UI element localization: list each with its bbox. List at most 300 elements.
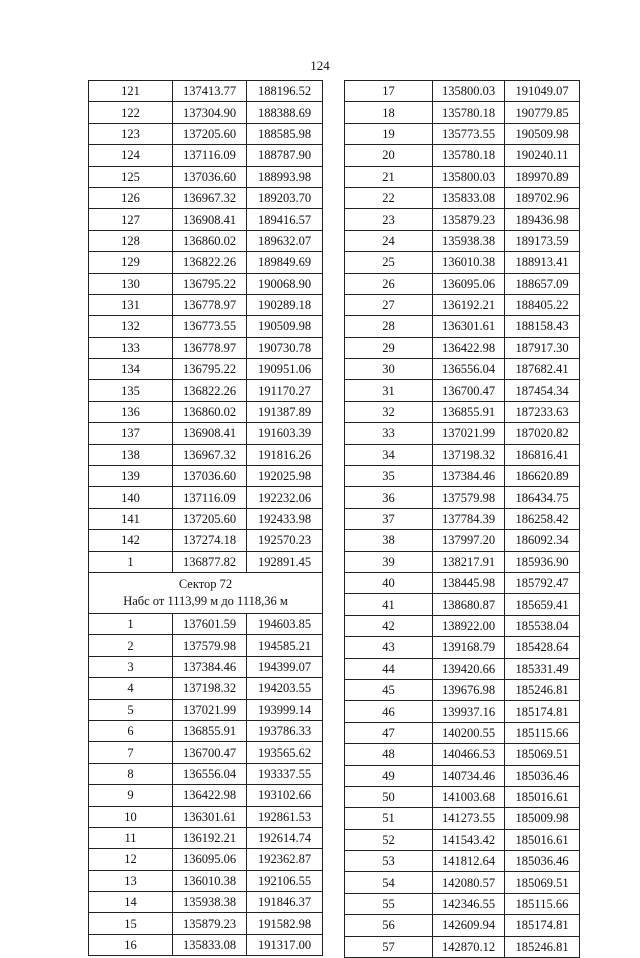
x-coordinate-cell: 137116.09 — [173, 145, 247, 166]
y-coordinate-cell: 188657.09 — [505, 273, 580, 294]
table-row — [89, 444, 323, 465]
y-coordinate-cell: 185016.61 — [505, 829, 580, 850]
x-coordinate-cell: 136967.32 — [173, 444, 247, 465]
table-row — [89, 613, 323, 634]
table-row — [89, 466, 323, 487]
sector-header-row — [89, 572, 323, 613]
table-row — [89, 81, 323, 102]
x-coordinate-cell: 135879.23 — [433, 209, 505, 230]
y-coordinate-cell: 185115.66 — [505, 722, 580, 743]
y-coordinate-cell: 185016.61 — [505, 786, 580, 807]
table-row — [345, 572, 580, 593]
y-coordinate-cell: 192106.55 — [247, 870, 323, 891]
x-coordinate-cell: 136795.22 — [173, 273, 247, 294]
x-coordinate-cell: 136422.98 — [173, 785, 247, 806]
x-coordinate-cell: 136010.38 — [173, 870, 247, 891]
y-coordinate-cell: 189173.59 — [505, 230, 580, 251]
x-coordinate-cell: 140200.55 — [433, 722, 505, 743]
y-coordinate-cell: 190509.98 — [247, 316, 323, 337]
point-number-cell: 5 — [89, 699, 173, 720]
table-row — [345, 466, 580, 487]
table-row — [89, 487, 323, 508]
point-number-cell: 24 — [345, 230, 433, 251]
x-coordinate-cell: 137198.32 — [173, 678, 247, 699]
x-coordinate-cell: 138445.98 — [433, 572, 505, 593]
table-row — [345, 230, 580, 251]
coordinates-table-right — [344, 80, 580, 958]
x-coordinate-cell: 135938.38 — [173, 892, 247, 913]
y-coordinate-cell: 191170.27 — [247, 380, 323, 401]
point-number-cell: 35 — [345, 466, 433, 487]
x-coordinate-cell: 137784.39 — [433, 508, 505, 529]
table-row — [345, 294, 580, 315]
y-coordinate-cell: 193999.14 — [247, 699, 323, 720]
sector-title: Сектор 72 — [178, 576, 233, 591]
y-coordinate-cell: 190951.06 — [247, 359, 323, 380]
table-row — [345, 337, 580, 358]
y-coordinate-cell: 191816.26 — [247, 444, 323, 465]
y-coordinate-cell: 188405.22 — [505, 294, 580, 315]
point-number-cell: 32 — [345, 401, 433, 422]
table-row — [345, 252, 580, 273]
table-row — [345, 508, 580, 529]
table-row — [345, 786, 580, 807]
table-row — [89, 934, 323, 955]
table-row — [89, 380, 323, 401]
point-number-cell: 42 — [345, 615, 433, 636]
y-coordinate-cell: 188993.98 — [247, 166, 323, 187]
table-row — [345, 615, 580, 636]
table-row — [345, 722, 580, 743]
table-row — [89, 806, 323, 827]
y-coordinate-cell: 191049.07 — [505, 81, 580, 102]
table-row — [89, 635, 323, 656]
y-coordinate-cell: 191846.37 — [247, 892, 323, 913]
y-coordinate-cell: 185538.04 — [505, 615, 580, 636]
y-coordinate-cell: 185174.81 — [505, 915, 580, 936]
y-coordinate-cell: 188388.69 — [247, 102, 323, 123]
x-coordinate-cell: 137205.60 — [173, 123, 247, 144]
y-coordinate-cell: 194203.55 — [247, 678, 323, 699]
point-number-cell: 52 — [345, 829, 433, 850]
y-coordinate-cell: 185069.51 — [505, 744, 580, 765]
point-number-cell: 27 — [345, 294, 433, 315]
x-coordinate-cell: 136095.06 — [433, 273, 505, 294]
y-coordinate-cell: 187454.34 — [505, 380, 580, 401]
x-coordinate-cell: 138680.87 — [433, 594, 505, 615]
table-row — [345, 701, 580, 722]
point-number-cell: 13 — [89, 870, 173, 891]
table-row — [345, 273, 580, 294]
x-coordinate-cell: 142346.55 — [433, 893, 505, 914]
y-coordinate-cell: 186092.34 — [505, 530, 580, 551]
y-coordinate-cell: 189632.07 — [247, 230, 323, 251]
table-row — [345, 487, 580, 508]
x-coordinate-cell: 141273.55 — [433, 808, 505, 829]
x-coordinate-cell: 136860.02 — [173, 401, 247, 422]
y-coordinate-cell: 188913.41 — [505, 252, 580, 273]
x-coordinate-cell: 137036.60 — [173, 466, 247, 487]
table-row — [345, 744, 580, 765]
point-number-cell: 131 — [89, 294, 173, 315]
table-row — [345, 380, 580, 401]
y-coordinate-cell: 192433.98 — [247, 508, 323, 529]
y-coordinate-cell: 193337.55 — [247, 763, 323, 784]
point-number-cell: 17 — [345, 81, 433, 102]
point-number-cell: 28 — [345, 316, 433, 337]
x-coordinate-cell: 136855.91 — [173, 720, 247, 741]
point-number-cell: 21 — [345, 166, 433, 187]
y-coordinate-cell: 188585.98 — [247, 123, 323, 144]
point-number-cell: 137 — [89, 423, 173, 444]
table-row — [89, 827, 323, 848]
x-coordinate-cell: 136860.02 — [173, 230, 247, 251]
y-coordinate-cell: 185069.51 — [505, 872, 580, 893]
y-coordinate-cell: 187020.82 — [505, 423, 580, 444]
point-number-cell: 55 — [345, 893, 433, 914]
table-row — [89, 699, 323, 720]
y-coordinate-cell: 187682.41 — [505, 359, 580, 380]
y-coordinate-cell: 187917.30 — [505, 337, 580, 358]
table-row — [345, 658, 580, 679]
sector-subtitle: Набс от 1113,99 м до 1118,36 м — [123, 593, 288, 608]
x-coordinate-cell: 135800.03 — [433, 81, 505, 102]
x-coordinate-cell: 137274.18 — [173, 530, 247, 551]
x-coordinate-cell: 136795.22 — [173, 359, 247, 380]
x-coordinate-cell: 142609.94 — [433, 915, 505, 936]
y-coordinate-cell: 192025.98 — [247, 466, 323, 487]
point-number-cell: 133 — [89, 337, 173, 358]
y-coordinate-cell: 191603.39 — [247, 423, 323, 444]
x-coordinate-cell: 140466.53 — [433, 744, 505, 765]
table-row — [345, 401, 580, 422]
point-number-cell: 49 — [345, 765, 433, 786]
table-row — [345, 102, 580, 123]
table-row — [89, 508, 323, 529]
point-number-cell: 45 — [345, 679, 433, 700]
table-row — [345, 316, 580, 337]
table-row — [89, 209, 323, 230]
point-number-cell: 8 — [89, 763, 173, 784]
point-number-cell: 22 — [345, 187, 433, 208]
table-row — [345, 166, 580, 187]
x-coordinate-cell: 135780.18 — [433, 102, 505, 123]
table-row — [345, 145, 580, 166]
x-coordinate-cell: 139420.66 — [433, 658, 505, 679]
sector-header-cell — [89, 572, 323, 613]
point-number-cell: 48 — [345, 744, 433, 765]
table-row — [89, 551, 323, 572]
table-row — [89, 316, 323, 337]
y-coordinate-cell: 186816.41 — [505, 444, 580, 465]
point-number-cell: 139 — [89, 466, 173, 487]
point-number-cell: 7 — [89, 742, 173, 763]
x-coordinate-cell: 135780.18 — [433, 145, 505, 166]
x-coordinate-cell: 136095.06 — [173, 849, 247, 870]
table-row — [89, 892, 323, 913]
table-row — [89, 337, 323, 358]
table-row — [345, 679, 580, 700]
point-number-cell: 10 — [89, 806, 173, 827]
x-coordinate-cell: 139937.16 — [433, 701, 505, 722]
point-number-cell: 18 — [345, 102, 433, 123]
table-row — [89, 401, 323, 422]
x-coordinate-cell: 137205.60 — [173, 508, 247, 529]
point-number-cell: 136 — [89, 401, 173, 422]
table-row — [345, 530, 580, 551]
y-coordinate-cell: 193102.66 — [247, 785, 323, 806]
point-number-cell: 29 — [345, 337, 433, 358]
y-coordinate-cell: 192891.45 — [247, 551, 323, 572]
x-coordinate-cell: 136822.26 — [173, 380, 247, 401]
x-coordinate-cell: 136422.98 — [433, 337, 505, 358]
x-coordinate-cell: 137601.59 — [173, 613, 247, 634]
table-row — [345, 123, 580, 144]
point-number-cell: 135 — [89, 380, 173, 401]
point-number-cell: 20 — [345, 145, 433, 166]
point-number-cell: 138 — [89, 444, 173, 465]
x-coordinate-cell: 136877.82 — [173, 551, 247, 572]
point-number-cell: 31 — [345, 380, 433, 401]
x-coordinate-cell: 136192.21 — [173, 827, 247, 848]
table-row — [345, 594, 580, 615]
point-number-cell: 4 — [89, 678, 173, 699]
table-row — [345, 423, 580, 444]
y-coordinate-cell: 188158.43 — [505, 316, 580, 337]
point-number-cell: 23 — [345, 209, 433, 230]
x-coordinate-cell: 136556.04 — [173, 763, 247, 784]
x-coordinate-cell: 135833.08 — [173, 934, 247, 955]
point-number-cell: 25 — [345, 252, 433, 273]
table-row — [89, 785, 323, 806]
x-coordinate-cell: 137021.99 — [433, 423, 505, 444]
point-number-cell: 40 — [345, 572, 433, 593]
page-number: 124 — [310, 58, 330, 73]
table-row — [89, 187, 323, 208]
y-coordinate-cell: 194585.21 — [247, 635, 323, 656]
y-coordinate-cell: 192232.06 — [247, 487, 323, 508]
y-coordinate-cell: 190068.90 — [247, 273, 323, 294]
x-coordinate-cell: 136700.47 — [433, 380, 505, 401]
x-coordinate-cell: 137997.20 — [433, 530, 505, 551]
point-number-cell: 2 — [89, 635, 173, 656]
point-number-cell: 130 — [89, 273, 173, 294]
table-row — [89, 530, 323, 551]
y-coordinate-cell: 189702.96 — [505, 187, 580, 208]
point-number-cell: 37 — [345, 508, 433, 529]
point-number-cell: 11 — [89, 827, 173, 848]
y-coordinate-cell: 189203.70 — [247, 187, 323, 208]
point-number-cell: 124 — [89, 145, 173, 166]
table-row — [345, 444, 580, 465]
point-number-cell: 46 — [345, 701, 433, 722]
point-number-cell: 121 — [89, 81, 173, 102]
x-coordinate-cell: 142870.12 — [433, 936, 505, 957]
y-coordinate-cell: 192362.87 — [247, 849, 323, 870]
table-row — [345, 872, 580, 893]
y-coordinate-cell: 185331.49 — [505, 658, 580, 679]
x-coordinate-cell: 137116.09 — [173, 487, 247, 508]
point-number-cell: 12 — [89, 849, 173, 870]
x-coordinate-cell: 136822.26 — [173, 252, 247, 273]
table-row — [89, 166, 323, 187]
point-number-cell: 1 — [89, 613, 173, 634]
x-coordinate-cell: 137579.98 — [173, 635, 247, 656]
x-coordinate-cell: 137198.32 — [433, 444, 505, 465]
point-number-cell: 16 — [89, 934, 173, 955]
x-coordinate-cell: 136192.21 — [433, 294, 505, 315]
table-row — [345, 936, 580, 957]
table-row — [89, 230, 323, 251]
table-row — [89, 742, 323, 763]
point-number-cell: 47 — [345, 722, 433, 743]
point-number-cell: 128 — [89, 230, 173, 251]
point-number-cell: 39 — [345, 551, 433, 572]
x-coordinate-cell: 137579.98 — [433, 487, 505, 508]
x-coordinate-cell: 136908.41 — [173, 209, 247, 230]
y-coordinate-cell: 186434.75 — [505, 487, 580, 508]
point-number-cell: 30 — [345, 359, 433, 380]
point-number-cell: 38 — [345, 530, 433, 551]
y-coordinate-cell: 185036.46 — [505, 765, 580, 786]
y-coordinate-cell: 185936.90 — [505, 551, 580, 572]
table-row — [345, 637, 580, 658]
table-row — [345, 765, 580, 786]
table-row — [345, 209, 580, 230]
table-row — [89, 123, 323, 144]
y-coordinate-cell: 191317.00 — [247, 934, 323, 955]
x-coordinate-cell: 140734.46 — [433, 765, 505, 786]
x-coordinate-cell: 135938.38 — [433, 230, 505, 251]
point-number-cell: 134 — [89, 359, 173, 380]
y-coordinate-cell: 188787.90 — [247, 145, 323, 166]
x-coordinate-cell: 135773.55 — [433, 123, 505, 144]
x-coordinate-cell: 135833.08 — [433, 187, 505, 208]
y-coordinate-cell: 189970.89 — [505, 166, 580, 187]
y-coordinate-cell: 190240.11 — [505, 145, 580, 166]
y-coordinate-cell: 192614.74 — [247, 827, 323, 848]
point-number-cell: 126 — [89, 187, 173, 208]
y-coordinate-cell: 190509.98 — [505, 123, 580, 144]
x-coordinate-cell: 137413.77 — [173, 81, 247, 102]
y-coordinate-cell: 187233.63 — [505, 401, 580, 422]
x-coordinate-cell: 136778.97 — [173, 294, 247, 315]
point-number-cell: 123 — [89, 123, 173, 144]
x-coordinate-cell: 137384.46 — [433, 466, 505, 487]
table-row — [89, 763, 323, 784]
point-number-cell: 57 — [345, 936, 433, 957]
point-number-cell: 43 — [345, 637, 433, 658]
x-coordinate-cell: 135879.23 — [173, 913, 247, 934]
table-row — [345, 915, 580, 936]
y-coordinate-cell: 193565.62 — [247, 742, 323, 763]
y-coordinate-cell: 193786.33 — [247, 720, 323, 741]
y-coordinate-cell: 186258.42 — [505, 508, 580, 529]
point-number-cell: 53 — [345, 851, 433, 872]
y-coordinate-cell: 194603.85 — [247, 613, 323, 634]
point-number-cell: 6 — [89, 720, 173, 741]
table-row — [89, 870, 323, 891]
y-coordinate-cell: 191582.98 — [247, 913, 323, 934]
x-coordinate-cell: 136700.47 — [173, 742, 247, 763]
table-row — [345, 829, 580, 850]
coordinates-table-left — [88, 80, 323, 956]
y-coordinate-cell: 189849.69 — [247, 252, 323, 273]
x-coordinate-cell: 139676.98 — [433, 679, 505, 700]
x-coordinate-cell: 137384.46 — [173, 656, 247, 677]
x-coordinate-cell: 136855.91 — [433, 401, 505, 422]
point-number-cell: 34 — [345, 444, 433, 465]
x-coordinate-cell: 137304.90 — [173, 102, 247, 123]
y-coordinate-cell: 189416.57 — [247, 209, 323, 230]
x-coordinate-cell: 136773.55 — [173, 316, 247, 337]
x-coordinate-cell: 136010.38 — [433, 252, 505, 273]
y-coordinate-cell: 194399.07 — [247, 656, 323, 677]
x-coordinate-cell: 137021.99 — [173, 699, 247, 720]
y-coordinate-cell: 185659.41 — [505, 594, 580, 615]
point-number-cell: 9 — [89, 785, 173, 806]
x-coordinate-cell: 142080.57 — [433, 872, 505, 893]
table-row — [89, 273, 323, 294]
table-row — [345, 551, 580, 572]
x-coordinate-cell: 141543.42 — [433, 829, 505, 850]
x-coordinate-cell: 136908.41 — [173, 423, 247, 444]
x-coordinate-cell: 141003.68 — [433, 786, 505, 807]
point-number-cell: 132 — [89, 316, 173, 337]
table-row — [89, 678, 323, 699]
point-number-cell: 26 — [345, 273, 433, 294]
y-coordinate-cell: 186620.89 — [505, 466, 580, 487]
point-number-cell: 19 — [345, 123, 433, 144]
point-number-cell: 41 — [345, 594, 433, 615]
point-number-cell: 3 — [89, 656, 173, 677]
x-coordinate-cell: 136301.61 — [433, 316, 505, 337]
y-coordinate-cell: 185174.81 — [505, 701, 580, 722]
point-number-cell: 142 — [89, 530, 173, 551]
x-coordinate-cell: 138217.91 — [433, 551, 505, 572]
y-coordinate-cell: 188196.52 — [247, 81, 323, 102]
table-row — [89, 294, 323, 315]
y-coordinate-cell: 185792.47 — [505, 572, 580, 593]
y-coordinate-cell: 185428.64 — [505, 637, 580, 658]
y-coordinate-cell: 190779.85 — [505, 102, 580, 123]
point-number-cell: 56 — [345, 915, 433, 936]
table-row — [89, 102, 323, 123]
table-row — [89, 359, 323, 380]
table-row — [345, 808, 580, 829]
point-number-cell: 1 — [89, 551, 173, 572]
x-coordinate-cell: 139168.79 — [433, 637, 505, 658]
table-row — [89, 252, 323, 273]
table-row — [345, 893, 580, 914]
table-row — [89, 423, 323, 444]
point-number-cell: 125 — [89, 166, 173, 187]
y-coordinate-cell: 192570.23 — [247, 530, 323, 551]
y-coordinate-cell: 185115.66 — [505, 893, 580, 914]
point-number-cell: 141 — [89, 508, 173, 529]
y-coordinate-cell: 191387.89 — [247, 401, 323, 422]
x-coordinate-cell: 136301.61 — [173, 806, 247, 827]
point-number-cell: 129 — [89, 252, 173, 273]
table-row — [89, 849, 323, 870]
x-coordinate-cell: 138922.00 — [433, 615, 505, 636]
table-row — [345, 187, 580, 208]
point-number-cell: 50 — [345, 786, 433, 807]
point-number-cell: 14 — [89, 892, 173, 913]
y-coordinate-cell: 185036.46 — [505, 851, 580, 872]
point-number-cell: 140 — [89, 487, 173, 508]
y-coordinate-cell: 189436.98 — [505, 209, 580, 230]
